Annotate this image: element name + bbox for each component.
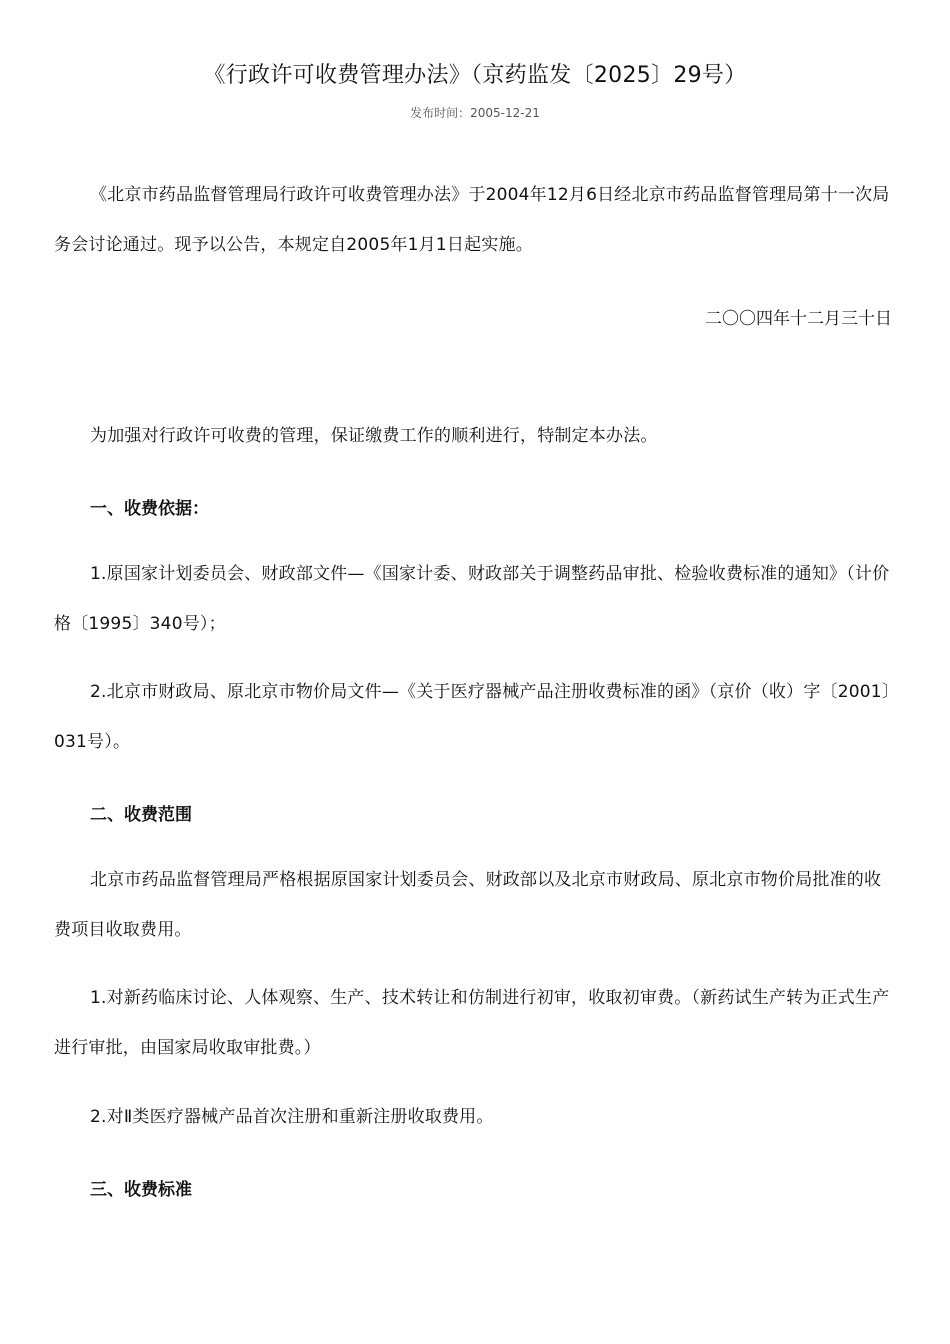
section-heading-basis: 一、收费依据： bbox=[90, 499, 209, 519]
document-title: 《行政许可收费管理办法》（京药监发〔2025〕29号） bbox=[203, 63, 747, 88]
section-heading-scope: 二、收费范围 bbox=[90, 805, 192, 825]
publish-date: 发布时间：2005-12-21 bbox=[410, 106, 540, 120]
scope-item-1: 1.对新药临床讨论、人体观察、生产、技术转让和仿制进行初审，收取初审费。（新药试生产转为正式生产进行审批，由国家局收取审批费。） bbox=[54, 988, 890, 1058]
purpose-paragraph: 为加强对行政许可收费的管理，保证缴费工作的顺利进行，特制定本办法。 bbox=[90, 426, 658, 446]
intro-paragraph: 《北京市药品监督管理局行政许可收费管理办法》于2004年12月6日经北京市药品监督管理局第十一次局务会讨论通过。现予以公告，本规定自2005年1月1日起实施。 bbox=[54, 185, 890, 255]
basis-item-1: 1.原国家计划委员会、财政部文件—《国家计委、财政部关于调整药品审批、检验收费标准的通知》（计价格〔1995〕340号）； bbox=[54, 564, 890, 634]
sign-date: 二〇〇四年十二月三十日 bbox=[705, 309, 892, 329]
scope-item-2: 2.对Ⅱ类医疗器械产品首次注册和重新注册收取费用。 bbox=[90, 1107, 494, 1127]
section-heading-standard: 三、收费标准 bbox=[90, 1180, 192, 1200]
basis-item-2: 2.北京市财政局、原北京市物价局文件—《关于医疗器械产品注册收费标准的函》（京价（收）字〔2001〕031号）。 bbox=[54, 682, 891, 752]
scope-paragraph: 北京市药品监督管理局严格根据原国家计划委员会、财政部以及北京市财政局、原北京市物价局批准的收费项目收取费用。 bbox=[54, 870, 882, 940]
